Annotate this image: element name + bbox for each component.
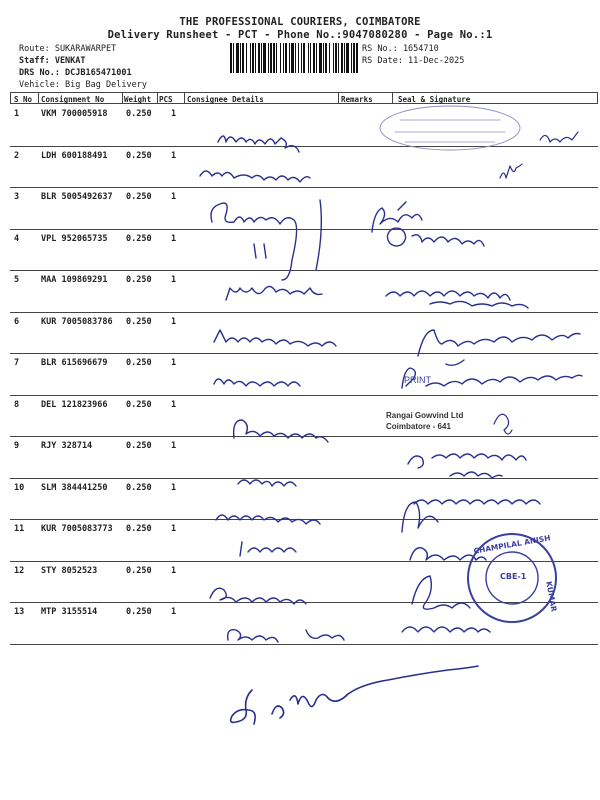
handwriting-consignee-10 xyxy=(216,515,320,524)
row-weight: 0.250 xyxy=(126,275,152,285)
row-weight: 0.250 xyxy=(126,192,152,202)
row-weight: 0.250 xyxy=(126,565,152,576)
col-consignment: Consignment No xyxy=(41,95,105,104)
row-pieces: 1 xyxy=(171,358,177,368)
row-serial-number: 10 xyxy=(14,482,25,493)
row-serial-number: 2 xyxy=(14,150,20,161)
row-serial-number: 11 xyxy=(14,524,25,534)
row-weight: 0.250 xyxy=(126,109,152,119)
row-weight: 0.250 xyxy=(126,233,152,244)
col-weight: Weight xyxy=(124,95,152,104)
row-consignment-number: DEL 121823966 xyxy=(41,399,108,410)
staff-label: Staff: VENKAT xyxy=(19,56,86,66)
row-serial-number: 7 xyxy=(14,358,20,368)
row-pieces: 1 xyxy=(171,399,177,410)
row-weight: 0.250 xyxy=(126,358,152,368)
col-sno: S No xyxy=(14,95,33,104)
handwriting-seal-12 xyxy=(412,576,470,609)
row-consignment-number: KUR 7005083786 xyxy=(41,316,113,327)
row-weight: 0.250 xyxy=(126,482,152,493)
handwriting-seal-7 xyxy=(402,368,582,388)
row-serial-number: 6 xyxy=(14,316,20,327)
row-pieces: 1 xyxy=(171,482,177,493)
row-pieces: 1 xyxy=(171,150,177,161)
row-weight: 0.250 xyxy=(126,316,152,327)
seal-stamp-1 xyxy=(380,106,520,150)
handwriting-consignee-1 xyxy=(218,136,299,152)
handwriting-consignee-13 xyxy=(228,630,344,642)
row-consignment-number: SLM 384441250 xyxy=(41,482,108,493)
row-pieces: 1 xyxy=(171,316,177,327)
handwriting-seal-10 xyxy=(402,500,540,532)
row-weight: 0.250 xyxy=(126,399,152,410)
col-pcs: PCS xyxy=(159,95,173,104)
row-serial-number: 9 xyxy=(14,441,20,451)
row-consignment-number: STY 8052523 xyxy=(41,565,98,576)
round-stamp-name: CHAMPILAL ANISH xyxy=(472,533,552,556)
vehicle-label: Vehicle: Big Bag Delivery xyxy=(19,80,147,90)
row-pieces: 1 xyxy=(171,192,177,202)
row-pieces: 1 xyxy=(171,275,177,285)
handwriting-consignee-9 xyxy=(238,480,296,486)
col-remarks: Remarks xyxy=(341,95,373,104)
handwriting-remarks-4 xyxy=(388,228,485,246)
rs-date: RS Date: 11-Dec-2025 xyxy=(362,56,465,66)
handwriting-consignee-11 xyxy=(240,542,296,556)
staff-signature xyxy=(231,666,478,724)
row-weight: 0.250 xyxy=(126,150,152,161)
col-seal-signature: Seal & Signature xyxy=(398,95,471,104)
row-consignment-number: RJY 328714 xyxy=(41,441,93,451)
handwriting-consignee-6 xyxy=(214,330,336,346)
route-label: Route: SUKARAWARPET xyxy=(19,44,117,54)
row-consignment-number: MAA 109869291 xyxy=(41,275,108,285)
row-weight: 0.250 xyxy=(126,524,152,534)
row-pieces: 1 xyxy=(171,524,177,534)
row-serial-number: 3 xyxy=(14,192,20,202)
row-serial-number: 4 xyxy=(14,233,20,244)
row-serial-number: 13 xyxy=(14,607,25,617)
row-consignment-number: VPL 952065735 xyxy=(41,233,108,244)
row-pieces: 1 xyxy=(171,565,177,576)
row-pieces: 1 xyxy=(171,607,177,617)
round-stamp-center: CBE-1 xyxy=(500,572,527,581)
row-consignment-number: BLR 615696679 xyxy=(41,358,108,368)
handwriting-consignee-4 xyxy=(254,244,266,258)
handwriting-consignee-8 xyxy=(234,420,328,442)
row-consignment-number: KUR 7005083773 xyxy=(41,524,113,534)
round-stamp-surname: KUMAR xyxy=(544,580,559,613)
row-consignment-number: VKM 700005918 xyxy=(41,109,108,119)
handwriting-seal-9 xyxy=(408,454,526,478)
row-weight: 0.250 xyxy=(126,441,152,451)
col-consignee: Consignee Details xyxy=(187,95,264,104)
handwriting-seal-13 xyxy=(402,627,490,632)
row-pieces: 1 xyxy=(171,109,177,119)
company-title: THE PROFESSIONAL COURIERS, COIMBATORE xyxy=(179,16,421,28)
row-serial-number: 12 xyxy=(14,565,25,576)
row-consignment-number: BLR 5005492637 xyxy=(41,192,113,202)
row-pieces: 1 xyxy=(171,441,177,451)
row-serial-number: 5 xyxy=(14,275,20,285)
row-consignment-number: LDH 600188491 xyxy=(41,150,108,161)
handwriting-consignee-2 xyxy=(200,171,310,182)
stamp-print-mark: PRINT xyxy=(404,375,431,385)
row-pieces: 1 xyxy=(171,233,177,244)
stamp-rangai-city: Coimbatore - 641 xyxy=(386,422,451,431)
rs-number: RS No.: 1654710 xyxy=(362,44,439,54)
stamp-rangai-name: Rangai Gowvind Ltd xyxy=(386,411,464,420)
row-serial-number: 8 xyxy=(14,399,20,410)
handwriting-consignee-7 xyxy=(214,379,300,386)
row-consignment-number: MTP 3155514 xyxy=(41,607,98,617)
drs-number: DRS No.: DCJB165471001 xyxy=(19,68,132,78)
row-serial-number: 1 xyxy=(14,109,20,119)
runsheet-title: Delivery Runsheet - PCT - Phone No.:9047080280 - Page No.:1 xyxy=(107,29,493,41)
row-weight: 0.250 xyxy=(126,607,152,617)
handwriting-consignee-5 xyxy=(226,286,322,300)
handwriting-consignee-3 xyxy=(211,200,321,280)
handwriting-consignee-12 xyxy=(210,588,306,604)
handwriting-seal-6 xyxy=(418,330,580,365)
handwriting-seal-5 xyxy=(386,291,528,308)
